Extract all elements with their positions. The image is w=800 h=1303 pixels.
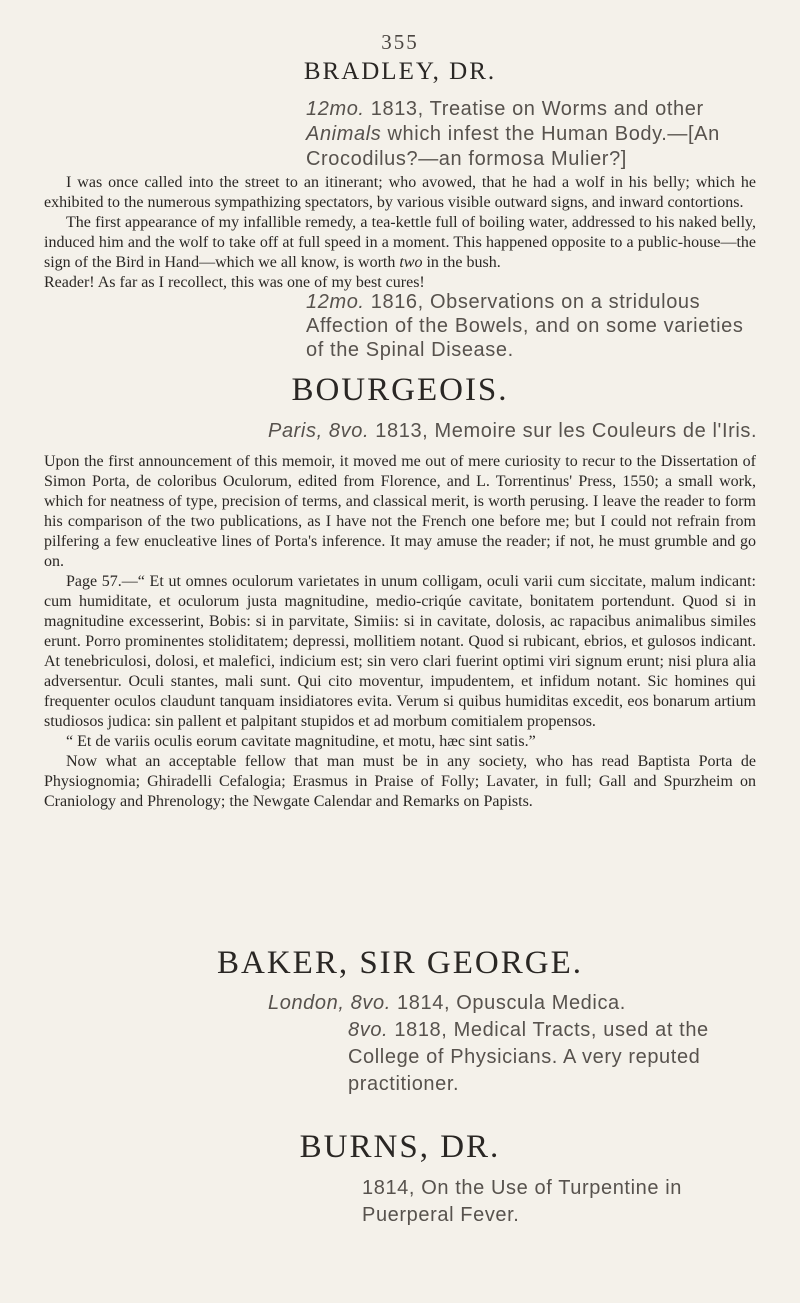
latin-quotation-end: “ Et de variis oculis eorum cavitate magnitudine, et motu, hæc sint satis.”: [66, 733, 536, 750]
baker-entry-1818: 8vo. 1818, Medical Tracts, used at the College of Physicians. A very reputed practitioner.: [348, 1019, 709, 1095]
bourgeois-entry-1813: Paris, 8vo. 1813, Memoire sur les Couleurs de l'Iris.: [268, 420, 758, 442]
bradley-entry-1813: 12mo. 1813, Treatise on Worms and other Animals which infest the Human Body.—[An Crocodilus?—an formosa Mulier?]: [306, 98, 720, 170]
heading-burns: BURNS, DR.: [299, 1129, 501, 1165]
format-label: 12mo.: [306, 291, 365, 313]
bradley-entry-1816: 12mo. 1816, Observations on a stridulous Affection of the Bowels, and on some varieties of the Spinal Disease.: [306, 291, 744, 361]
latin-quotation: Page 57.—“ Et ut omnes oculorum varietates in unum colligam, oculi varii cum siccitate, malum indicant: cum humiditate, et oculorum justa magnitudine, medio-criqúe cavitate, bonitatem portendunt. Quod si in magnitudine excesserint, Bobis: si in parvitate, Simiis: si in cavitate, dolosis, ac rapacibus animalibus similes erunt. Porro prominentes stoliditatem; depressi, mollitiem notant. Quod si rubicant, ebrios, et gulosos indicant. At tenebriculosi, dolosi, et malefici, indicium est; sin vero clari fuerint optimi viri signum erunt; nisi plura alia adversentur. Oculi stantes, mali sunt. Qui cito moventur, impudentem, et infidum notant. Sic homines qui frequenter oculos claudunt tanquam insidiatores evita. Verum si quibus humiditas excedit, eos bonarum artium studiosos judica: sin pallent et palpitant stupidos et ad morbum comitialem propensos.: [44, 573, 756, 730]
burns-entry-1814: 1814, On the Use of Turpentine in Puerperal Fever.: [362, 1177, 682, 1226]
heading-bradley: BRADLEY, DR.: [303, 58, 497, 85]
paragraph: Now what an acceptable fellow that man must be in any society, who has read Baptista Porta de Physiognomia; Ghiradelli Cefalogia; Erasmus in Praise of Folly; Lavater, in full; Gall and Spurzheim on Craniology and Phrenology; the Newgate Calendar and Remarks on Papists.: [44, 753, 756, 810]
heading-baker: BAKER, SIR GEORGE.: [216, 945, 584, 981]
format-label: 8vo.: [328, 420, 370, 442]
baker-entry-1814: London, 8vo. 1814, Opuscula Medica.: [268, 992, 626, 1014]
bradley-anecdote: [44, 173, 756, 293]
bourgeois-commentary: [44, 452, 756, 812]
paragraph: Upon the first announcement of this memoir, it moved me out of mere curiosity to recur to the Dissertation of Simon Porta, de coloribus Oculorum, edited from Florence, and L. Torrentinus' Press, 1550; a small work, which for neatness of type, precision of terms, and classical merit, is worth perusing. I leave the reader to form his comparison of the two publications, as I have not the French one before me; but I could not refrain from pilfering a few enucleative lines of Porta's inference. It may amuse the reader; if not, he must grumble and go on.: [44, 453, 756, 570]
paragraph: The first appearance of my infallible remedy, a tea-kettle full of boiling water, addressed to his naked belly, induced him and the wolf to take off at full speed in a moment. This happened opposite to a public-house—the sign of the Bird in Hand—which we all know, is worth two in the bush.: [44, 214, 756, 271]
format-label: 12mo.: [306, 98, 365, 120]
page-number: 355: [381, 30, 419, 54]
format-label: 8vo.: [350, 992, 391, 1014]
paragraph: Reader! As far as I recollect, this was one of my best cures!: [44, 274, 425, 291]
paragraph: I was once called into the street to an itinerant; who avowed, that he had a wolf in his belly; which he exhibited to the numerous sympathizing spectators, by various visible outward signs, and inward contortions.: [44, 174, 756, 211]
heading-bourgeois: BOURGEOIS.: [291, 372, 509, 408]
format-label: 8vo.: [348, 1019, 389, 1041]
place-label: Paris,: [268, 420, 323, 442]
place-label: London,: [268, 992, 345, 1014]
